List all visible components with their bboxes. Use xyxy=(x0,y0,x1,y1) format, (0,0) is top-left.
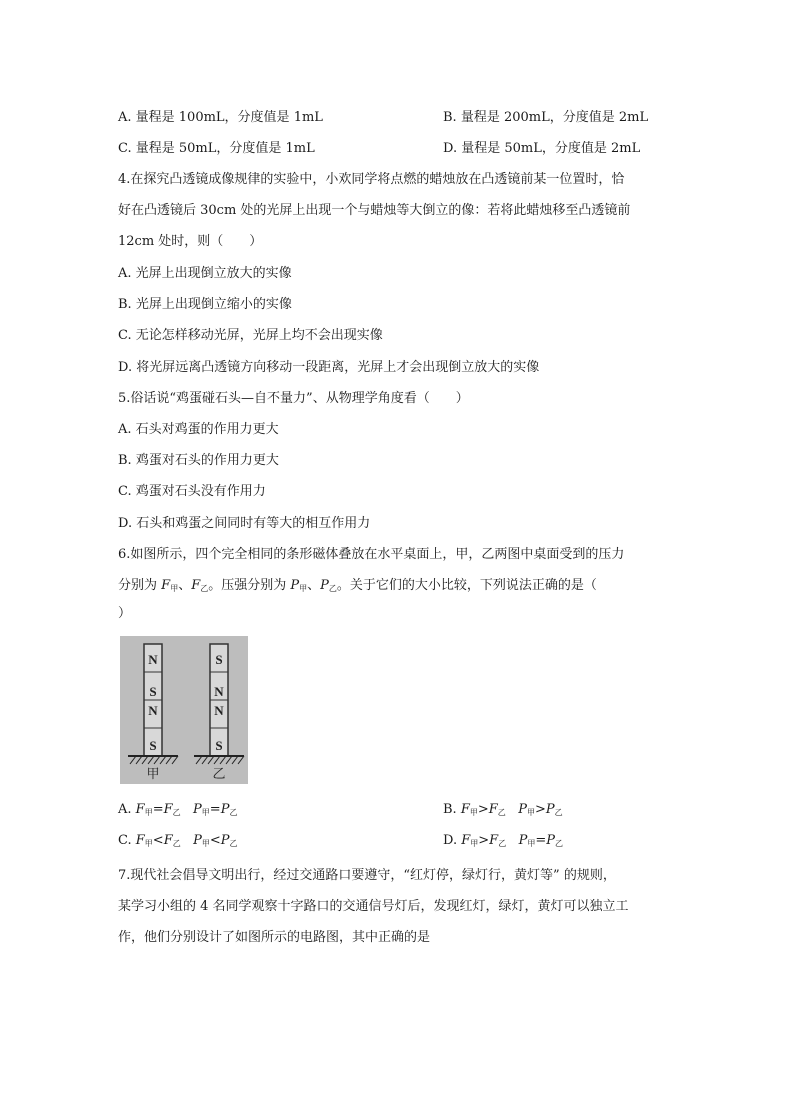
pressure-symbol: P xyxy=(220,802,230,817)
right-pole-1: S xyxy=(215,652,223,667)
left-pole-4: S xyxy=(149,738,157,753)
comparison-operator: < xyxy=(152,833,164,848)
pressure-symbol: P xyxy=(320,578,329,593)
subscript-jia: 甲 xyxy=(144,808,153,817)
q6-option-b xyxy=(443,802,563,818)
subscript-jia: 甲 xyxy=(527,839,536,848)
q6-stem-text: 分别为 xyxy=(118,578,158,593)
subscript-yi: 乙 xyxy=(498,839,507,848)
left-pole-3: N xyxy=(148,703,158,718)
q4-option-d: D. 将光屏远离凸透镜方向移动一段距离，光屏上才会出现倒立放大的实像 xyxy=(118,360,540,375)
force-symbol: F xyxy=(135,833,145,848)
pressure-symbol: P xyxy=(290,578,300,593)
q6-option-a xyxy=(118,802,237,818)
q4-option-b: B. 光屏上出现倒立缩小的实像 xyxy=(118,297,292,312)
q6-option-c xyxy=(118,833,238,849)
q3-option-d: D. 量程是 50mL，分度值是 2mL xyxy=(443,141,641,156)
left-pole-1: N xyxy=(148,652,158,667)
comparison-operator: = xyxy=(152,802,164,817)
q4-stem-line-3: 12cm 处时，则（ ） xyxy=(118,234,263,249)
option-label: D. xyxy=(443,833,458,848)
force-symbol: F xyxy=(489,833,499,848)
q6-stem-text: 。关于它们的大小比较，下列说法正确的是（ xyxy=(336,578,597,593)
separator: 、 xyxy=(307,578,321,593)
comparison-operator: = xyxy=(535,833,547,848)
q7-stem-line-3: 作，他们分别设计了如图所示的电路图，其中正确的是 xyxy=(118,930,431,945)
subscript-yi: 乙 xyxy=(555,839,564,848)
subscript-yi: 乙 xyxy=(172,839,181,848)
force-symbol: F xyxy=(191,578,201,593)
comparison-operator: > xyxy=(478,833,490,848)
q5-option-d: D. 石头和鸡蛋之间同时有等大的相互作用力 xyxy=(118,516,371,531)
force-symbol: F xyxy=(135,802,145,817)
separator: 、 xyxy=(178,578,192,593)
q5-option-b: B. 鸡蛋对石头的作用力更大 xyxy=(118,453,279,468)
pressure-symbol: P xyxy=(518,833,528,848)
subscript-jia: 甲 xyxy=(469,808,478,817)
option-label: B. xyxy=(443,802,457,817)
force-symbol: F xyxy=(488,802,498,817)
force-symbol: F xyxy=(161,578,171,593)
q4-stem-line-1: 4.在探究凸透镜成像规律的实验中，小欢同学将点燃的蜡烛放在凸透镜前某一位置时，恰 xyxy=(118,172,625,187)
right-pole-4: S xyxy=(215,738,223,753)
magnet-figure-svg xyxy=(120,636,248,784)
q6-option-d xyxy=(443,833,563,849)
q4-option-a: A. 光屏上出现倒立放大的实像 xyxy=(118,266,292,281)
q7-stem-line-2: 某学习小组的 4 名同学观察十字路口的交通信号灯后，发现红灯，绿灯，黄灯可以独立工 xyxy=(118,899,629,914)
subscript-jia: 甲 xyxy=(201,808,210,817)
q4-stem-line-2: 好在凸透镜后 30cm 处的光屏上出现一个与蜡烛等大倒立的像：若将此蜡烛移至凸透镜前 xyxy=(118,203,631,218)
option-label: A. xyxy=(118,802,132,817)
figure-label-yi: 乙 xyxy=(212,767,226,782)
pressure-symbol: P xyxy=(220,833,230,848)
subscript-jia: 甲 xyxy=(470,839,479,848)
left-pole-2: S xyxy=(149,684,157,699)
subscript-yi: 乙 xyxy=(328,584,337,593)
q6-stem-line-3: ） xyxy=(118,606,132,621)
subscript-jia: 甲 xyxy=(144,839,153,848)
comparison-operator: > xyxy=(534,802,546,817)
q3-option-a: A. 量程是 100mL，分度值是 1mL xyxy=(118,110,323,125)
comparison-operator: < xyxy=(209,833,221,848)
force-symbol: F xyxy=(163,833,173,848)
pressure-symbol: P xyxy=(193,802,202,817)
pressure-symbol: P xyxy=(193,833,202,848)
pressure-symbol: P xyxy=(546,833,556,848)
q5-option-c: C. 鸡蛋对石头没有作用力 xyxy=(118,484,266,499)
subscript-yi: 乙 xyxy=(200,584,209,593)
q6-stem-line-1: 6.如图所示，四个完全相同的条形磁体叠放在水平桌面上，甲，乙两图中桌面受到的压力 xyxy=(118,547,625,562)
force-symbol: F xyxy=(461,833,471,848)
q6-stem-text: 。压强分别为 xyxy=(208,578,287,593)
pressure-symbol: P xyxy=(518,802,527,817)
subscript-jia: 甲 xyxy=(299,584,308,593)
comparison-operator: = xyxy=(209,802,221,817)
force-symbol: F xyxy=(460,802,470,817)
subscript-jia: 甲 xyxy=(170,584,179,593)
subscript-yi: 乙 xyxy=(497,808,506,817)
q3-option-b: B. 量程是 200mL，分度值是 2mL xyxy=(443,110,649,125)
right-pole-2: N xyxy=(214,684,224,699)
subscript-yi: 乙 xyxy=(172,808,181,817)
option-label: C. xyxy=(118,833,132,848)
q7-stem-line-1: 7.现代社会倡导文明出行，经过交通路口要遵守，“红灯停，绿灯行，黄灯等” 的规则， xyxy=(118,868,616,883)
q6-stem-line-2 xyxy=(118,574,597,594)
magnet-figure xyxy=(120,636,248,784)
subscript-yi: 乙 xyxy=(229,839,238,848)
subscript-jia: 甲 xyxy=(201,839,210,848)
right-pole-3: N xyxy=(214,703,224,718)
comparison-operator: > xyxy=(477,802,489,817)
q4-option-c: C. 无论怎样移动光屏，光屏上均不会出现实像 xyxy=(118,328,383,343)
q5-stem: 5.俗话说“鸡蛋碰石头—自不量力”、从物理学角度看（ ） xyxy=(118,391,469,406)
force-symbol: F xyxy=(163,802,173,817)
subscript-yi: 乙 xyxy=(554,808,563,817)
subscript-jia: 甲 xyxy=(526,808,535,817)
q5-option-a: A. 石头对鸡蛋的作用力更大 xyxy=(118,422,279,437)
q3-option-c: C. 量程是 50mL，分度值是 1mL xyxy=(118,141,315,156)
subscript-yi: 乙 xyxy=(229,808,238,817)
figure-label-jia: 甲 xyxy=(146,767,160,782)
pressure-symbol: P xyxy=(545,802,555,817)
